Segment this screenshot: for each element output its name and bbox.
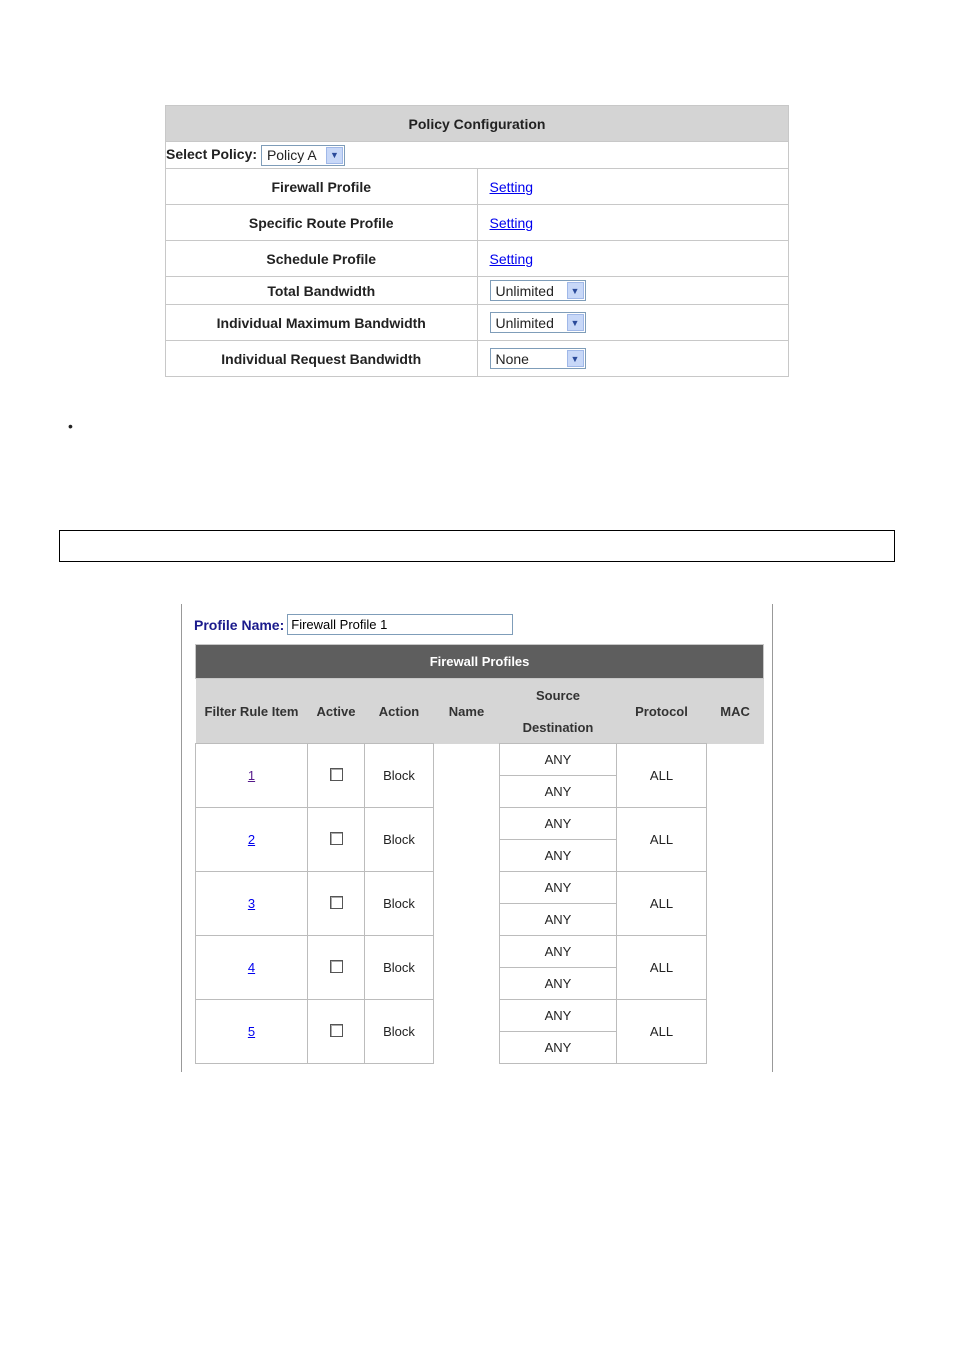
firewall-profile-panel (181, 604, 773, 1072)
schedule-profile-setting-link[interactable]: Setting (489, 250, 534, 267)
name-cell-2 (434, 808, 500, 872)
profile-name-row (194, 614, 513, 635)
protocol-cell-4: ALL (617, 936, 707, 1000)
firewall-profiles-title: Firewall Profiles (196, 645, 764, 679)
active-checkbox-1[interactable] (330, 768, 343, 781)
policy-configuration-panel (165, 105, 789, 377)
active-checkbox-4[interactable] (330, 960, 343, 973)
action-cell-5: Block (365, 1000, 434, 1064)
individual-request-bandwidth-dropdown[interactable] (490, 348, 586, 369)
table-row (196, 808, 764, 840)
profile-name-input[interactable] (287, 614, 513, 635)
firewall-profile-label: Firewall Profile (166, 169, 478, 205)
individual-request-bandwidth-label: Individual Request Bandwidth (166, 341, 478, 377)
individual-maximum-bandwidth-value: Unlimited (495, 314, 554, 331)
filter-rule-link-5[interactable]: 5 (247, 1024, 256, 1039)
chevron-down-icon: ▼ (326, 147, 343, 164)
table-row (196, 1000, 764, 1032)
header-source: Source (500, 679, 617, 712)
filter-rule-link-4[interactable]: 4 (247, 960, 256, 975)
active-checkbox-5[interactable] (330, 1024, 343, 1037)
source-cell-5: ANY (500, 1000, 617, 1032)
active-checkbox-3[interactable] (330, 896, 343, 909)
profile-name-label: Profile Name: (194, 616, 285, 633)
action-cell-4: Block (365, 936, 434, 1000)
individual-maximum-bandwidth-dropdown[interactable] (490, 312, 586, 333)
schedule-profile-label: Schedule Profile (166, 241, 478, 277)
specific-route-profile-label: Specific Route Profile (166, 205, 478, 241)
name-cell-5 (434, 1000, 500, 1064)
destination-cell-1: ANY (500, 776, 617, 808)
policy-configuration-title: Policy Configuration (166, 106, 789, 142)
destination-cell-4: ANY (500, 968, 617, 1000)
table-row (196, 872, 764, 904)
select-policy-label: Select Policy: (166, 145, 258, 162)
total-bandwidth-value: Unlimited (495, 282, 554, 299)
filter-rule-link-1[interactable]: 1 (247, 768, 256, 783)
source-cell-2: ANY (500, 808, 617, 840)
mac-cell-1 (707, 744, 764, 808)
source-cell-4: ANY (500, 936, 617, 968)
header-action: Action (365, 679, 434, 744)
table-row (196, 744, 764, 776)
total-bandwidth-label: Total Bandwidth (166, 277, 478, 305)
firewall-profiles-table-wrap (195, 644, 763, 1064)
empty-note-box (59, 530, 895, 562)
name-cell-1 (434, 744, 500, 808)
header-mac: MAC (707, 679, 764, 744)
protocol-cell-2: ALL (617, 808, 707, 872)
individual-maximum-bandwidth-label: Individual Maximum Bandwidth (166, 305, 478, 341)
select-policy-row (166, 142, 789, 169)
destination-cell-3: ANY (500, 904, 617, 936)
individual-request-bandwidth-value: None (495, 350, 529, 367)
policy-configuration-table (165, 105, 789, 377)
source-cell-3: ANY (500, 872, 617, 904)
header-name: Name (434, 679, 500, 744)
table-row (196, 936, 764, 968)
protocol-cell-1: ALL (617, 744, 707, 808)
chevron-down-icon: ▼ (567, 282, 584, 299)
action-cell-2: Block (365, 808, 434, 872)
mac-cell-5 (707, 1000, 764, 1064)
chevron-down-icon: ▼ (567, 350, 584, 367)
source-cell-1: ANY (500, 744, 617, 776)
firewall-profile-setting-link[interactable]: Setting (489, 178, 534, 195)
mac-cell-3 (707, 872, 764, 936)
specific-route-profile-setting-link[interactable]: Setting (489, 214, 534, 231)
action-cell-3: Block (365, 872, 434, 936)
header-filter-rule-item: Filter Rule Item (196, 679, 308, 744)
firewall-profiles-table (195, 644, 764, 1064)
protocol-cell-3: ALL (617, 872, 707, 936)
mac-cell-2 (707, 808, 764, 872)
destination-cell-2: ANY (500, 840, 617, 872)
mac-cell-4 (707, 936, 764, 1000)
header-destination: Destination (500, 711, 617, 744)
select-policy-value: Policy A (266, 147, 317, 163)
total-bandwidth-dropdown[interactable] (490, 280, 586, 301)
name-cell-3 (434, 872, 500, 936)
protocol-cell-5: ALL (617, 1000, 707, 1064)
select-policy-dropdown[interactable] (261, 145, 345, 166)
chevron-down-icon: ▼ (567, 314, 584, 331)
action-cell-1: Block (365, 744, 434, 808)
filter-rule-link-2[interactable]: 2 (247, 832, 256, 847)
header-active: Active (308, 679, 365, 744)
destination-cell-5: ANY (500, 1032, 617, 1064)
bullet-marker: • (68, 418, 73, 434)
filter-rule-link-3[interactable]: 3 (247, 896, 256, 911)
header-protocol: Protocol (617, 679, 707, 744)
name-cell-4 (434, 936, 500, 1000)
active-checkbox-2[interactable] (330, 832, 343, 845)
